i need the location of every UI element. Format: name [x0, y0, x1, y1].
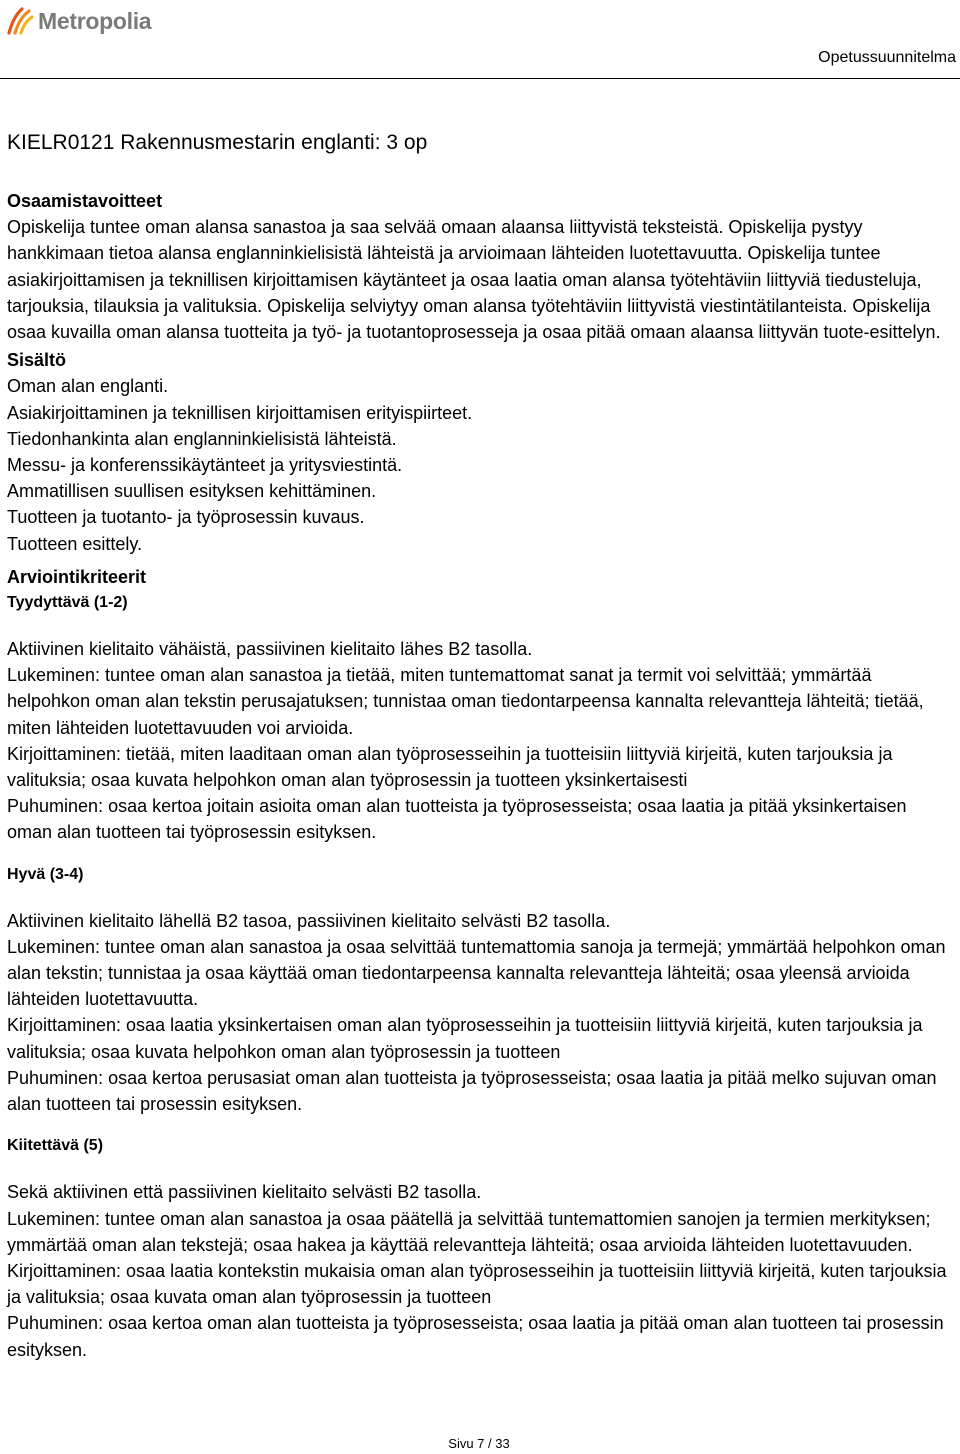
- sisalto-line: Oman alan englanti.: [7, 376, 169, 397]
- section-title-osaamistavoitteet: Osaamistavoitteet: [7, 191, 163, 211]
- sisalto-line: Asiakirjoittaminen ja teknillisen kirjoittamisen erityispiirteet.: [7, 402, 473, 423]
- grade-line: Kirjoittaminen: tietää, miten laaditaan oman alan työprosesseihin ja tuotteisiin liittyviä kirjeitä, kuten tarjouksia ja valituksia; osaa kuvata helpohkon oman alan työprosessin ja tuotteen yksinkertaisesti: [7, 743, 893, 791]
- grade-block-tyydyttava: [7, 590, 955, 846]
- document-type-label: Opetussuunnitelma: [818, 49, 956, 66]
- grade-line: Sekä aktiivinen että passiivinen kielitaito selvästi B2 tasolla.: [7, 1182, 482, 1203]
- osaamistavoitteet-text: Opiskelija tuntee oman alansa sanastoa ja saa selvää omaan alaansa liittyvistä teksteistä. Opiskelija pystyy hankkimaan tietoa alansa englanninkielisistä lähteistä ja arvioimaan lähteiden luotettavuutta. Opiskelija tuntee asiakirjoittamisen ja teknillisen kirjoittamisen käytänteet ja osaa laatia oman alansa työtehtäviin liittyviä tiedusteluja, tarjouksia, tilauksia ja valituksia. Opiskelija selviytyy oman alansa työtehtäviin liittyvistä viestintätilanteista. Opiskelija osaa kuvailla oman alansa tuotteita ja työ- ja tuotantoprosesseja ja osaa pitää omaan alaansa liittyvän tuote-esittelyn.: [7, 217, 941, 343]
- grade-line: Kirjoittaminen: osaa laatia kontekstin mukaisia oman alan työprosesseihin ja tuotteisiin liittyviä kirjeitä, kuten tarjouksia ja valituksia; osaa kuvata oman alan työprosessin ja tuotteen: [7, 1260, 947, 1308]
- grade-line: Lukeminen: tuntee oman alan sanastoa ja tietää, miten tuntemattomat sanat ja termit voi selvittää; ymmärtää helpohkon oman alan tekstin perusajatuksen; tunnistaa oman tiedontarpeensa kannalta relevantteja lähteitä; tietää, miten lähteiden luotettavuuden voi arvioida.: [7, 665, 924, 738]
- page-number: Sivu 7 / 33: [448, 1436, 510, 1451]
- section-title-arviointikriteerit: Arviointikriteerit: [7, 566, 147, 587]
- grade-line: Puhuminen: osaa kertoa perusasiat oman alan tuotteista ja työprosesseista; osaa laatia ja pitää melko sujuvan oman alan tuotteen tai prosessin esityksen.: [7, 1067, 937, 1115]
- grade-line: Lukeminen: tuntee oman alan sanastoa ja osaa selvittää tuntemattomia sanoja ja termejä; ymmärtää helpohkon oman alan tekstin; tunnistaa ja osaa käyttää oman tiedontarpeensa kannalta relevantteja lähteitä; osaa yleensä arvioida lähteiden luotettavuutta.: [7, 936, 946, 1010]
- grade-title: Kiitettävä (5): [7, 1137, 104, 1155]
- grade-line: Puhuminen: osaa kertoa oman alan tuotteista ja työprosesseista; osaa laatia ja pitää oman alan tuotteen tai prosessin esityksen.: [7, 1313, 944, 1360]
- sisalto-list: [7, 373, 955, 556]
- sisalto-line: Tiedonhankinta alan englanninkielisistä lähteistä.: [7, 428, 397, 449]
- metropolia-logo-icon: [6, 6, 34, 36]
- page-header: [0, 0, 960, 80]
- grade-block-kiitettava: [7, 1133, 955, 1362]
- metropolia-logo: [6, 4, 151, 38]
- grade-line: Aktiivinen kielitaito vähäistä, passiivinen kielitaito lähes B2 tasolla.: [7, 639, 533, 660]
- logo-text: Metropolia: [38, 7, 152, 34]
- page-footer: [0, 1436, 960, 1451]
- section-title-sisalto: Sisältö: [7, 350, 67, 371]
- grade-line: Lukeminen: tuntee oman alan sanastoa ja osaa päätellä ja selvittää tuntemattomien sanojen ja termien merkityksen; ymmärtää oman alan tekstejä; osaa hakea ja käyttää relevantteja lähteitä; osaa arvioida lähteiden luotettavuuden.: [7, 1208, 931, 1255]
- grade-title: Hyvä (3-4): [7, 865, 84, 883]
- grade-line: Aktiivinen kielitaito lähellä B2 tasoa, passiivinen kielitaito selvästi B2 tasolla.: [7, 910, 611, 931]
- sisalto-line: Messu- ja konferenssikäytänteet ja yritysviestintä.: [7, 455, 403, 476]
- sisalto-line: Tuotteen ja tuotanto- ja työprosessin kuvaus.: [7, 507, 365, 528]
- grade-title: Tyydyttävä (1-2): [7, 594, 128, 612]
- course-title: KIELR0121 Rakennusmestarin englanti: 3 op: [7, 131, 428, 154]
- document-body: [7, 128, 955, 1379]
- sisalto-line: Tuotteen esittely.: [7, 533, 143, 554]
- grade-block-hyva: [7, 862, 955, 1118]
- grade-line: Puhuminen: osaa kertoa joitain asioita oman alan tuotteista ja työprosesseista; osaa laatia ja pitää yksinkertaisen oman alan tuotteen tai työprosessin esityksen.: [7, 796, 907, 843]
- header-divider: [0, 78, 960, 79]
- grade-line: Kirjoittaminen: osaa laatia yksinkertaisen oman alan työprosesseihin ja tuotteisiin liittyviä kirjeitä, kuten tarjouksia ja valituksia; osaa kuvata helpohkon oman alan työprosessin ja tuotteen: [7, 1015, 923, 1062]
- sisalto-line: Ammatillisen suullisen esityksen kehittäminen.: [7, 481, 377, 502]
